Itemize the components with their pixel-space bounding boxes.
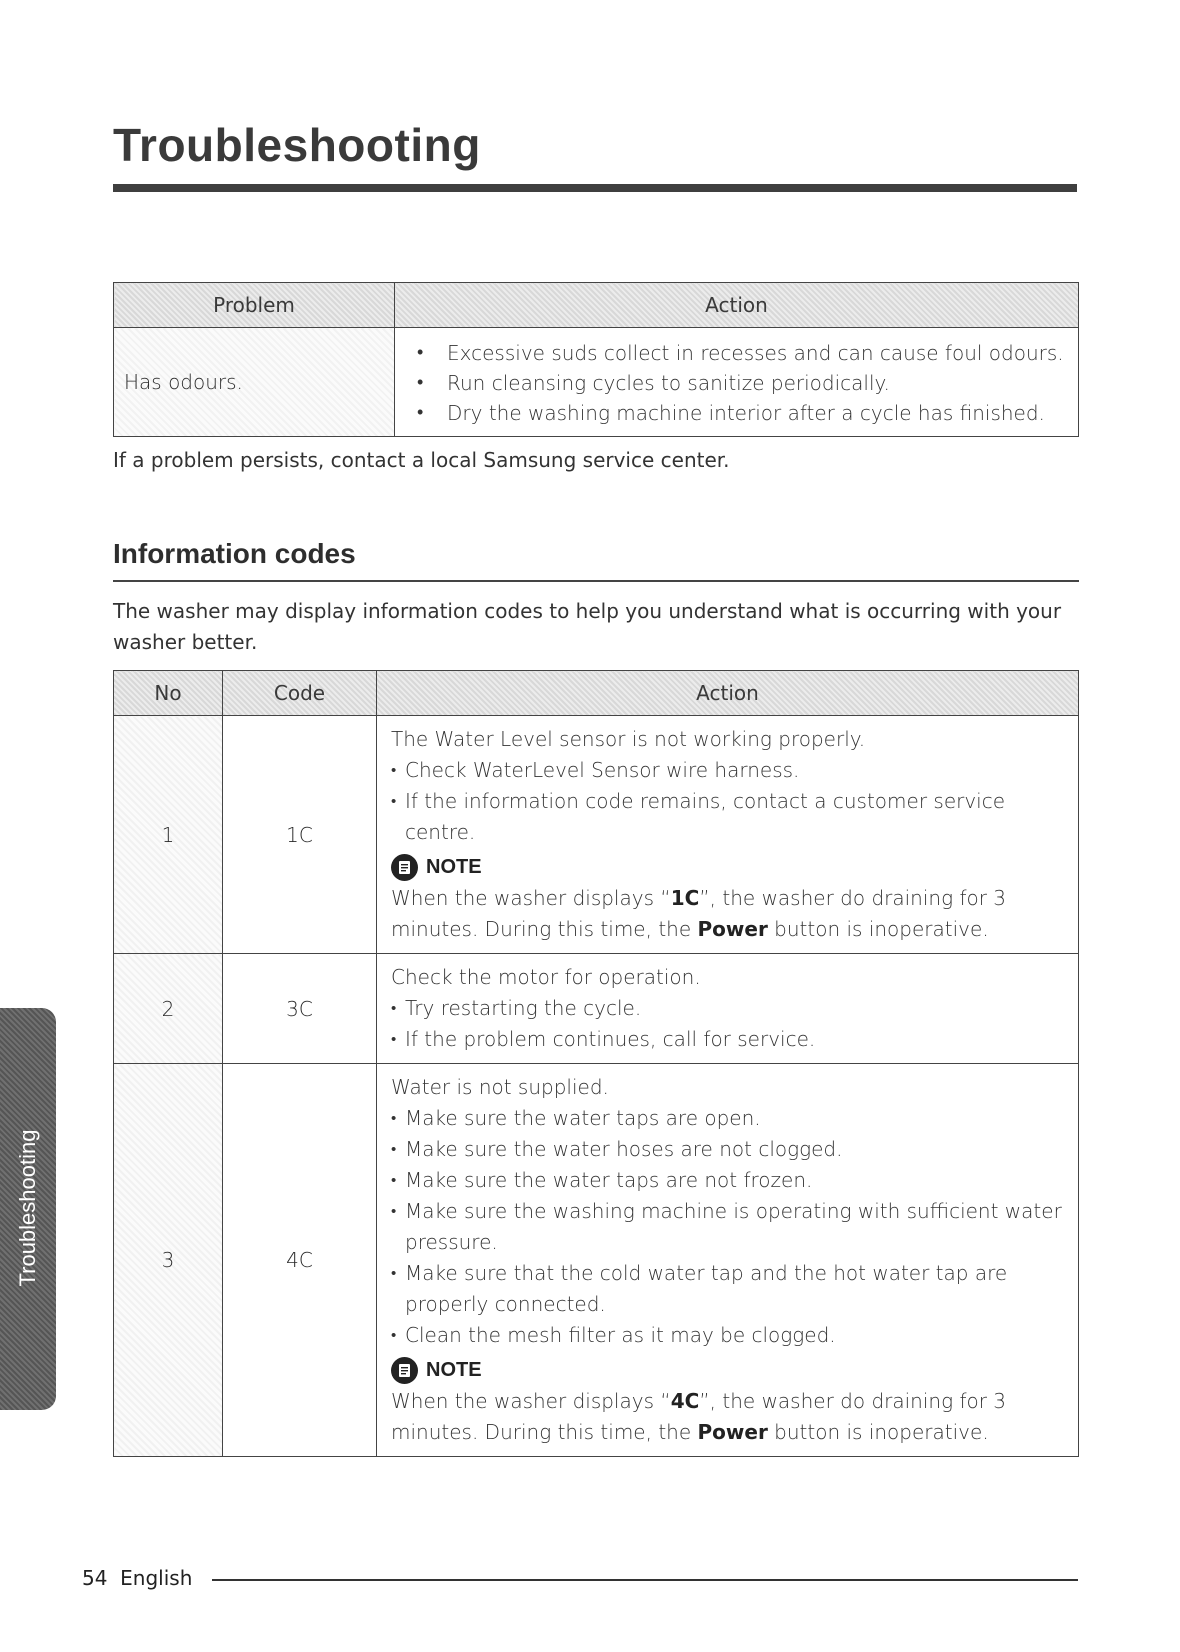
table-header-row — [114, 283, 1079, 328]
note-text-part: ”, the washer do draining for 3 minutes. During this time, the — [391, 1389, 1007, 1444]
note-text-part: When the washer displays “ — [391, 886, 671, 910]
action-list — [391, 755, 1064, 848]
table-header-row — [114, 671, 1079, 716]
info-code: 3C — [223, 954, 377, 1064]
action-list — [391, 1103, 1064, 1351]
action-lead: Water is not supplied. — [391, 1075, 609, 1099]
note-icon — [391, 1357, 418, 1384]
table-row — [114, 954, 1079, 1064]
note-label: NOTE — [426, 1359, 482, 1381]
information-codes-table — [113, 670, 1079, 1457]
list-item: • If the problem continues, call for service. — [391, 1024, 1064, 1055]
action-list — [391, 993, 1064, 1055]
note-icon — [391, 854, 418, 881]
section-rule — [113, 580, 1079, 582]
section-heading: Information codes — [113, 538, 356, 569]
note-text — [391, 883, 1064, 945]
table-row — [114, 1064, 1079, 1457]
list-item: • Dry the washing machine interior after a cycle has finished. — [409, 398, 1064, 428]
note-text-part: button is inoperative. — [767, 1420, 989, 1444]
row-number: 2 — [114, 954, 223, 1064]
power-button-label: Power — [697, 917, 768, 941]
info-code: 4C — [223, 1064, 377, 1457]
footer-language: English — [120, 1566, 193, 1590]
action-cell — [377, 716, 1079, 954]
action-cell — [377, 954, 1079, 1064]
note-heading — [391, 854, 1064, 881]
info-code: 1C — [223, 716, 377, 954]
page-footer — [82, 1566, 192, 1590]
table-row — [114, 328, 1079, 437]
note-label: NOTE — [426, 856, 482, 878]
title-rule — [113, 184, 1077, 192]
page-number: 54 — [82, 1566, 108, 1590]
note-text-part: button is inoperative. — [767, 917, 989, 941]
note-code: 1C — [670, 886, 700, 910]
power-button-label: Power — [697, 1420, 768, 1444]
note-code: 4C — [670, 1389, 700, 1413]
chapter-side-tab — [0, 1008, 56, 1410]
problem-cell: Has odours. — [114, 328, 395, 437]
list-item: • Try restarting the cycle. — [391, 993, 1064, 1024]
list-item: • Excessive suds collect in recesses and can cause foul odours. — [409, 338, 1064, 368]
row-number: 1 — [114, 716, 223, 954]
note-text — [391, 1386, 1064, 1448]
list-item: • Make sure the water taps are open. — [391, 1103, 1064, 1134]
action-column-header: Action — [395, 283, 1079, 328]
action-cell — [395, 328, 1079, 437]
action-column-header: Action — [377, 671, 1079, 716]
persist-note: If a problem persists, contact a local Samsung service center. — [113, 448, 730, 472]
list-item: • Make sure that the cold water tap and the hot water tap are properly connected. — [391, 1258, 1064, 1320]
list-item: • Make sure the water hoses are not clogged. — [391, 1134, 1064, 1165]
list-item: • Make sure the water taps are not frozen. — [391, 1165, 1064, 1196]
list-item: • Make sure the washing machine is operating with sufficient water pressure. — [391, 1196, 1064, 1258]
list-item: • Check WaterLevel Sensor wire harness. — [391, 755, 1064, 786]
table-row — [114, 716, 1079, 954]
list-item: • Run cleansing cycles to sanitize periodically. — [409, 368, 1064, 398]
problem-action-table — [113, 282, 1079, 437]
note-text-part: ”, the washer do draining for 3 minutes. During this time, the — [391, 886, 1007, 941]
side-tab-label: Troubleshooting — [15, 1129, 40, 1287]
list-item: • If the information code remains, contact a customer service centre. — [391, 786, 1064, 848]
row-number: 3 — [114, 1064, 223, 1457]
action-cell — [377, 1064, 1079, 1457]
action-lead: Check the motor for operation. — [391, 965, 701, 989]
action-list — [409, 338, 1064, 428]
list-item: • Clean the mesh filter as it may be clogged. — [391, 1320, 1064, 1351]
problem-column-header: Problem — [114, 283, 395, 328]
action-lead: The Water Level sensor is not working properly. — [391, 727, 866, 751]
note-heading — [391, 1357, 1064, 1384]
no-column-header: No — [114, 671, 223, 716]
section-intro: The washer may display information codes to help you understand what is occurring with your washer better. — [113, 599, 1062, 654]
code-column-header: Code — [223, 671, 377, 716]
footer-rule — [212, 1579, 1078, 1581]
page-title: Troubleshooting — [113, 119, 481, 171]
note-text-part: When the washer displays “ — [391, 1389, 671, 1413]
